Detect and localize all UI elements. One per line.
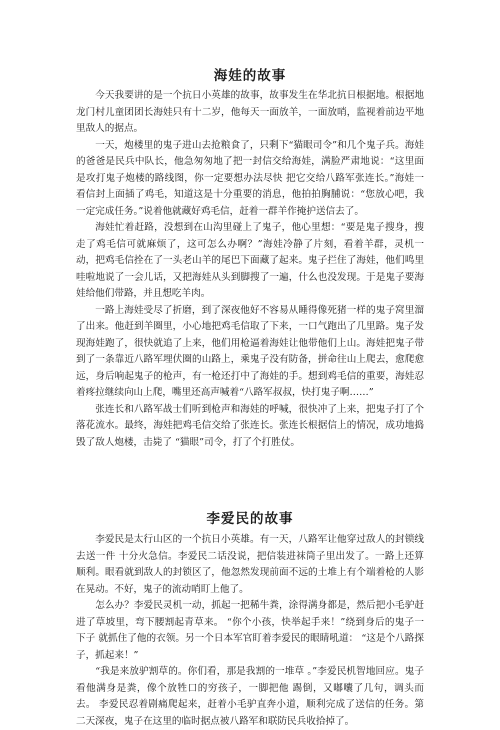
- story1-paragraph: 海娃忙着赶路，没想到在山沟里碰上了鬼子，他心里想：“要是鬼子搜身，搜走了鸡毛信可就麻烦了，这可怎么办啊？”海娃冷静了片刻，看着羊群，灵机一动，把鸡毛信拴在了一头老山羊的尾巴下面藏了起来。鬼子拦住了海娃，他们鸣里哇啦地说了一会儿话，又把海娃从头到脚搜了一遍，什么也没发现。于是鬼子要海娃给他们带路，并且想吃羊肉。: [76, 222, 424, 299]
- story2-paragraph: 怎么办？李爱民灵机一动，抓起一把稀牛粪，涂得满身都是，然后把小毛驴赶进了草坡里，弯下腰割起青草来。 “你个小孩，快举起手来！”绕到身后的鬼子一下子 就抓住了他的衣领。另一个日本军官盯着李爱民的眼睛吼道： “这是个八路探子，抓起来！”: [76, 600, 424, 661]
- story1-title: 海娃的故事: [213, 68, 287, 84]
- story1-paragraph: 一路上海娃受尽了折磨，到了深夜他好不容易从睡得像死猪一样的鬼子窝里溜了出来。他赶到羊圈里，小心地把鸡毛信取了下来，一口气跑出了几里路。鬼子发现海娃跑了，很快就追了上来，他们用枪逼着海娃让他带他们上山。海娃把鬼子带到了一条靠近八路军埋伏圈的山路上，乘鬼子没有防备，拼命往山上爬去，愈爬愈远，身后响起鬼子的枪声，有一枪还打中了海娃的手。想到鸡毛信的重要，海娃忍着疼拉继续向山上爬，嘴里还高声喊着“八路军叔叔，快打鬼子啊……”: [76, 304, 424, 398]
- story1-body: [76, 88, 424, 451]
- story2-paragraph: “我是来放驴割草的。你们看，那是我割的一堆草 。”李爱民机智地回应。鬼子看他满身是粪，像个放牲口的穷孩子，一脚把他 踢倒，又嘟囔了几句，调头而去。 李爱民忍着剧痛爬起来，赶着小毛驴直奔小道，顺利完成了送信的任务。第二天深夜，鬼子在这里的临时据点被八路军和联防民兵收拾掉了。: [76, 666, 424, 727]
- story2-title: 李爱民的故事: [206, 511, 294, 527]
- story1-paragraph: 一天，炮楼里的鬼子进山去抢粮食了，只剩下“猫眼司令”和几个鬼子兵。海娃的爸爸是民兵中队长，他急匆匆地了把一封信交给海娃，满脸严肃地说：“这里面是攻打鬼子炮楼的路线图，你一定要想办法尽快 把它交给八路军张连长。”海娃一看信封上面插了鸡毛，知道这是十分重要的消息，他拍拍胸脯说：“您放心吧，我一定完成任务。”说着他就藏好鸡毛信，赶着一群羊作掩护送信去了。: [76, 139, 424, 217]
- story2-body: [76, 532, 424, 730]
- story2-paragraph: 李爱民是太行山区的一个抗日小英雄。有一天，八路军让他穿过敌人的封锁线去送一件 十分火急信。李爱民二话没说，把信装进袜筒子里出发了。一路上还算顺利。眼看就到敌人的封锁区了，他忽然发现前面不远的土堆上有个端着枪的人影在晃动。不好，鬼子的流动哨盯上他了。: [76, 534, 424, 595]
- story1-paragraph: 张连长和八路军战士们听到枪声和海娃的呼喊，很快冲了上来，把鬼子打了个落花流水。最终，海娃把鸡毛信交给了张连长。张连长根据信上的情况，成功地捣毁了敌人炮楼，击毙了 “猫眼”司令，打了个打胜仗。: [76, 403, 424, 448]
- story1-paragraph: 今天我要讲的是一个抗日小英雄的故事，故事发生在华北抗日根据地。根据地龙门村儿童团团长海娃只有十二岁，他每天一面放羊，一面放哨，监视着前边平地里敌人的据点。: [76, 90, 424, 134]
